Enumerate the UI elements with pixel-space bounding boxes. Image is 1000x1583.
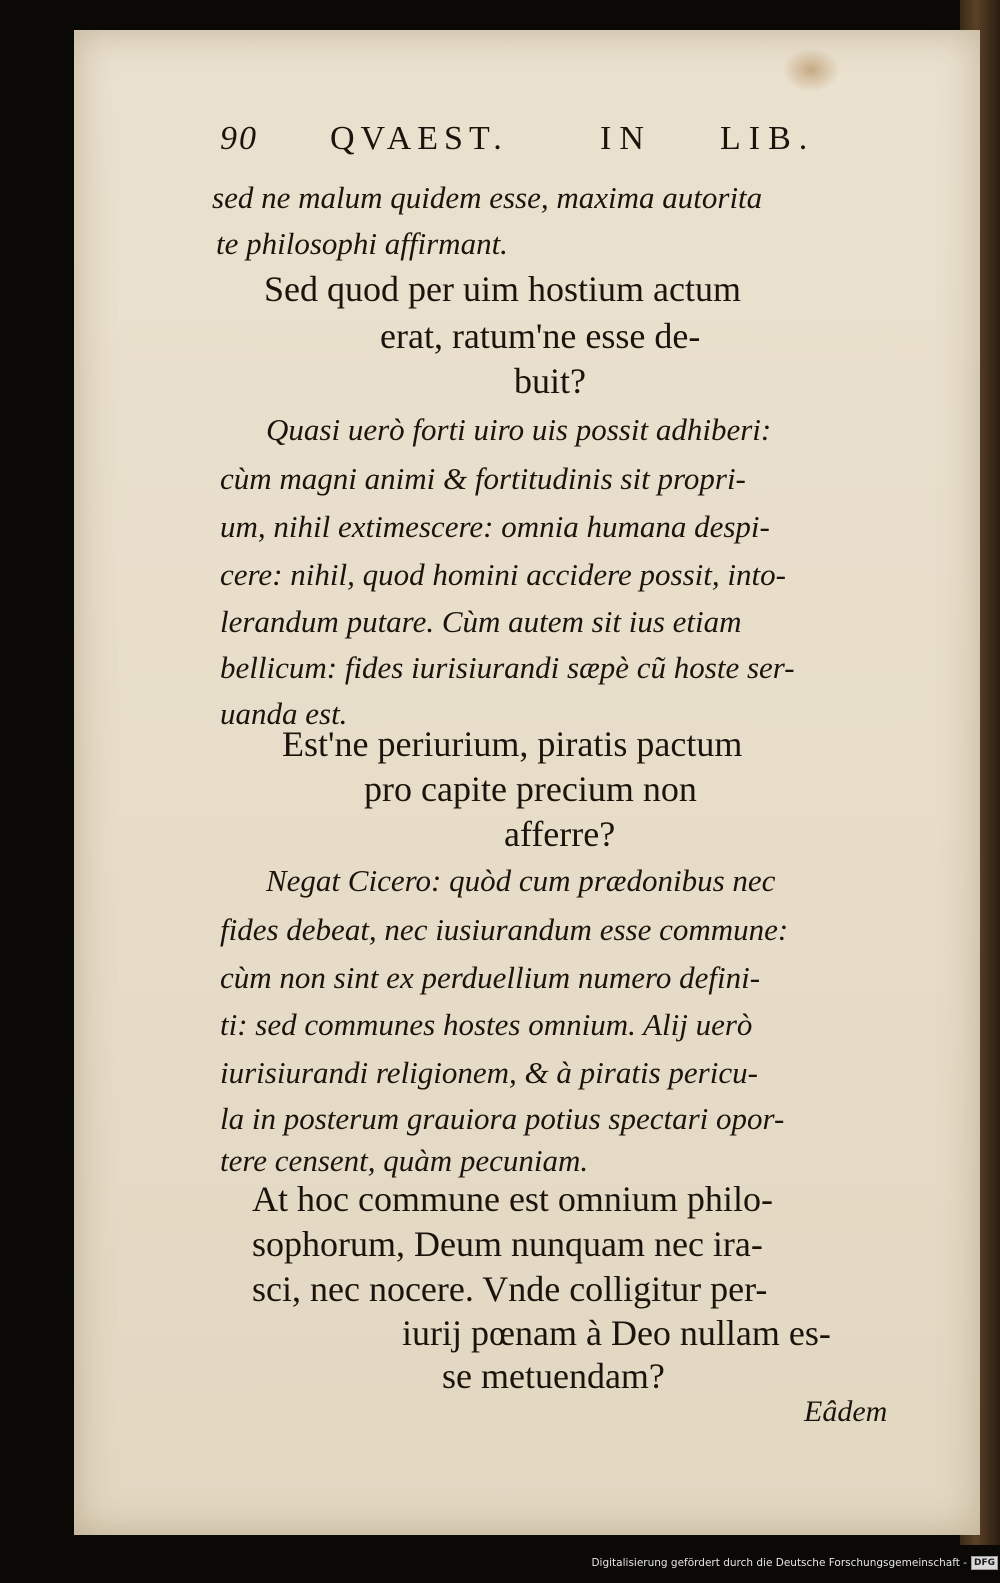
text-line: tere censent, quàm pecuniam.	[220, 1143, 589, 1178]
question-heading-line: At hoc commune est omnium philo-	[252, 1179, 773, 1219]
text-line: Quasi uerò forti uiro uis possit adhiberi:	[266, 412, 772, 447]
dfg-logo: DFG	[971, 1556, 998, 1570]
question-heading-line: Est'ne periurium, piratis pactum	[282, 724, 743, 764]
question-heading-line: afferre?	[504, 814, 616, 854]
page-text	[74, 30, 980, 1535]
footer-credit: Digitalisierung gefördert durch die Deutsche Forschungsgemeinschaft -	[591, 1557, 967, 1569]
text-line: ti: sed communes hostes omnium. Alij uerò	[220, 1007, 753, 1042]
question-heading-line: iurij pœnam à Deo nullam es-	[402, 1313, 831, 1353]
text-line: Negat Cicero: quòd cum prædonibus nec	[266, 863, 776, 898]
text-line: cere: nihil, quod homini accidere possit, into-	[220, 557, 786, 592]
question-heading-line: erat, ratum'ne esse de-	[380, 316, 701, 356]
text-line: fides debeat, nec iusiurandum esse commune:	[220, 912, 789, 947]
question-heading-line: pro capite precium non	[364, 769, 697, 809]
text-line: te philosophi affirmant.	[216, 226, 508, 261]
page-number: 90	[220, 120, 258, 157]
question-heading-line: se metuendam?	[442, 1356, 665, 1396]
running-head-lib: LIB.	[720, 120, 816, 157]
text-line: lerandum putare. Cùm autem sit ius etiam	[220, 604, 742, 639]
catchword: Eâdem	[804, 1395, 888, 1428]
book-page	[74, 30, 980, 1535]
question-heading-line: Sed quod per uim hostium actum	[264, 269, 741, 309]
question-heading-line: sophorum, Deum nunquam nec ira-	[252, 1224, 763, 1264]
text-line: la in posterum grauiora potius spectari opor-	[220, 1101, 785, 1136]
text-line: cùm magni animi & fortitudinis sit propri-	[220, 461, 746, 496]
digitization-footer	[591, 1552, 1000, 1574]
text-line: cùm non sint ex perduellium numero defini-	[220, 960, 761, 995]
running-head	[220, 120, 860, 170]
text-line: iurisiurandi religionem, & à piratis pericu-	[220, 1055, 758, 1090]
text-line: um, nihil extimescere: omnia humana despi-	[220, 509, 770, 544]
text-line: uanda est.	[220, 696, 348, 731]
running-head-title: QVAEST.	[330, 120, 508, 157]
question-heading-line: buit?	[514, 361, 586, 401]
text-line: bellicum: fides iurisiurandi sæpè cũ hoste ser-	[220, 650, 795, 685]
text-line: sed ne malum quidem esse, maxima autorita	[212, 180, 763, 215]
running-head-in: IN	[600, 120, 652, 157]
question-heading-line: sci, nec nocere. Vnde colligitur per-	[252, 1269, 768, 1309]
